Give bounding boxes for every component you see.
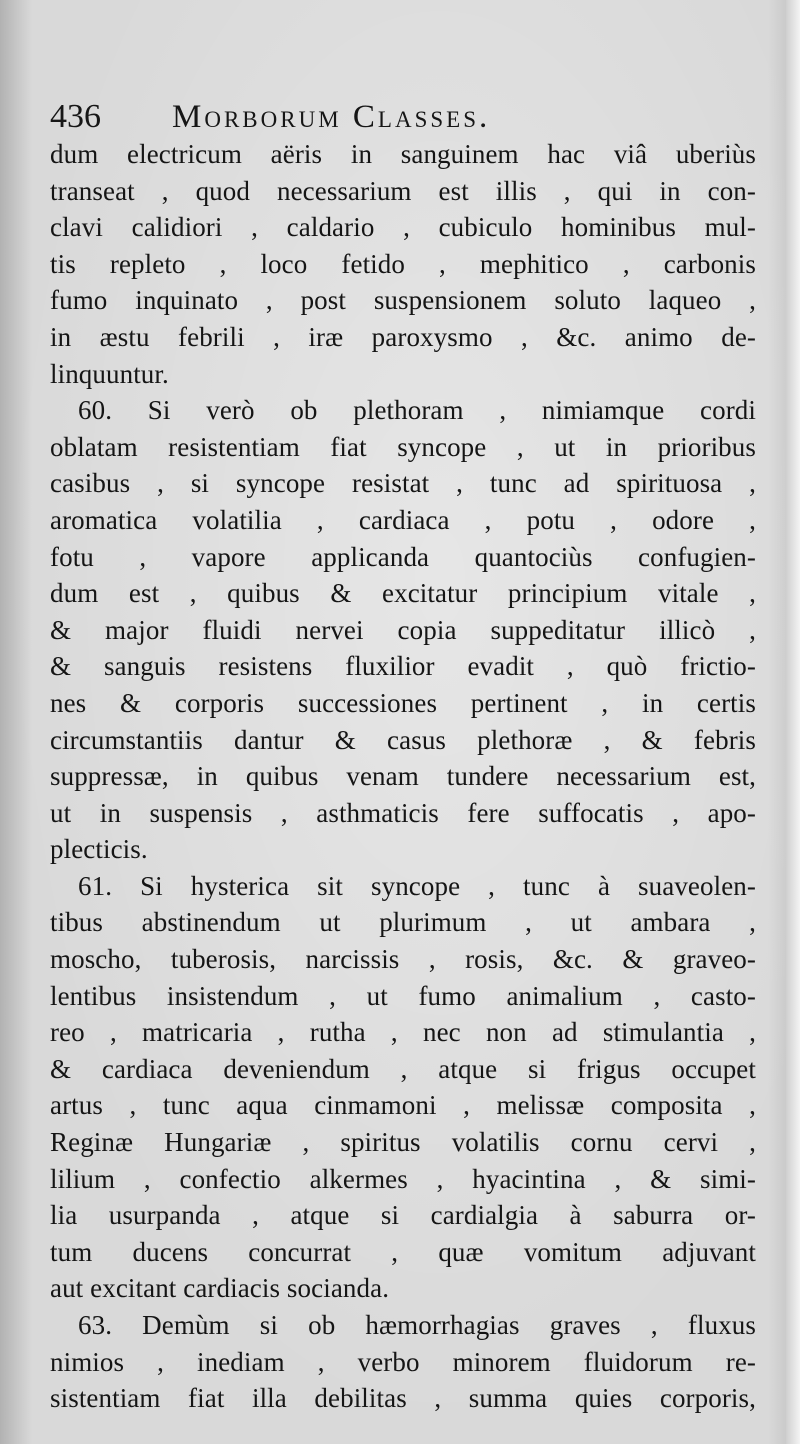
text-line: nes & corporis successiones pertinent , in certis — [50, 687, 756, 718]
text-line: dum electricum aëris in sanguinem hac viâ uberiùs — [50, 139, 756, 169]
text-line: oblatam resistentiam fiat syncope , ut in prioribus — [50, 431, 756, 462]
text-line: plecticis. — [50, 834, 148, 865]
text-line: ut in suspensis , asthmaticis fere suffocatis , apo- — [50, 797, 756, 828]
text-line: reo , matricaria , rutha , nec non ad stimulantia , — [50, 1017, 756, 1048]
text-line: sistentiam fiat illa debilitas , summa quies corporis, — [50, 1383, 756, 1414]
text-line: transeat , quod necessarium est illis , qui in con- — [50, 175, 756, 206]
running-title: Morborum Classes. — [172, 99, 491, 135]
text-line: clavi calidiori , caldario , cubiculo hominibus mul- — [50, 212, 756, 243]
text-line: tis repleto , loco fetido , mephitico , carbonis — [50, 248, 756, 279]
text-line: & sanguis resistens fluxilior evadit , quò frictio- — [50, 651, 756, 682]
paragraph-60-start: 60. Si verò ob plethoram , nimiamque cordi — [78, 395, 756, 426]
text-line: moscho, tuberosis, narcissis , rosis, &c. & graveo- — [50, 944, 756, 975]
paragraph-61-start: 61. Si hysterica sit syncope , tunc à suaveolen- — [78, 870, 756, 901]
body-text — [50, 136, 756, 1417]
text-line: tum ducens concurrat , quæ vomitum adjuvant — [50, 1236, 756, 1267]
page-header — [50, 94, 750, 140]
text-line: fumo inquinato , post suspensionem soluto laqueo , — [50, 285, 756, 316]
text-line: Reginæ Hungariæ , spiritus volatilis cornu cervi , — [50, 1127, 756, 1158]
paragraph-63-start: 63. Demùm si ob hæmorrhagias graves , fluxus — [78, 1310, 756, 1340]
text-line: & major fluidi nervei copia suppeditatur illicò , — [50, 614, 756, 645]
text-line: circumstantiis dantur & casus plethoræ , & febris — [50, 724, 756, 755]
text-line: artus , tunc aqua cinmamoni , melissæ composita , — [50, 1090, 756, 1121]
text-line: lentibus insistendum , ut fumo animalium , casto- — [50, 980, 756, 1011]
page-number: 436 — [50, 98, 101, 135]
text-line: tibus abstinendum ut plurimum , ut ambara , — [50, 907, 756, 938]
text-line: fotu , vapore applicanda quantociùs confugien- — [50, 541, 756, 572]
text-line: lilium , confectio alkermes , hyacintina , & simi- — [50, 1163, 756, 1194]
text-line: aut excitant cardiacis socianda. — [50, 1273, 390, 1304]
text-line: & cardiaca deveniendum , atque si frigus occupet — [50, 1053, 756, 1084]
text-line: dum est , quibus & excitatur principium vitale , — [50, 578, 756, 609]
scan-edge — [786, 0, 800, 1444]
text-line: linquuntur. — [50, 358, 169, 389]
text-line: suppressæ, in quibus venam tundere necessarium est, — [50, 761, 756, 792]
text-line: aromatica volatilia , cardiaca , potu , odore , — [50, 504, 756, 535]
text-line: casibus , si syncope resistat , tunc ad spirituosa , — [50, 468, 756, 499]
text-line: lia usurpanda , atque si cardialgia à saburra or- — [50, 1200, 756, 1231]
text-line: in æstu febrili , iræ paroxysmo , &c. animo de- — [50, 321, 756, 352]
text-line: nimios , inediam , verbo minorem fluidorum re- — [50, 1346, 756, 1377]
